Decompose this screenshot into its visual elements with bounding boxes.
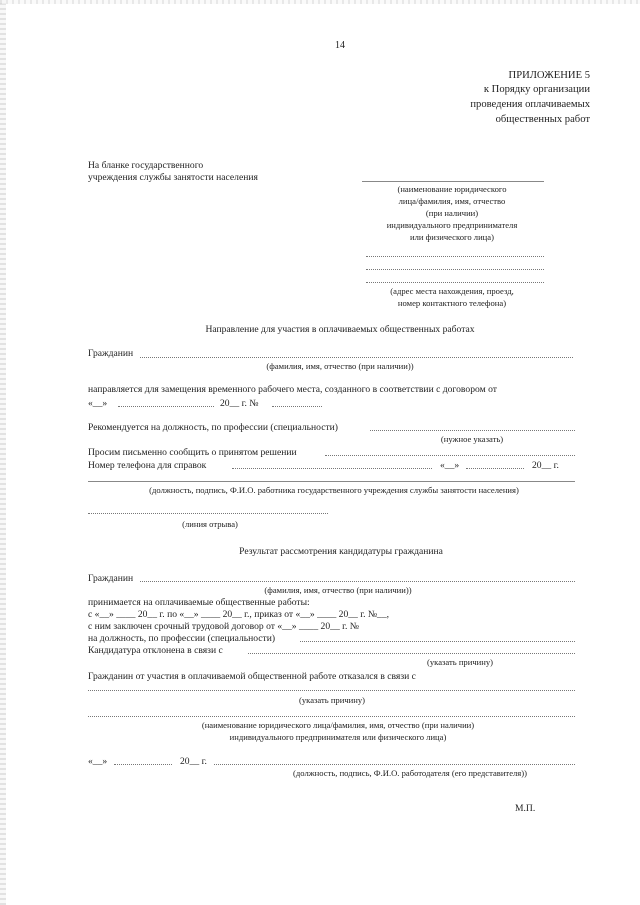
signature-hint: (должность, подпись, Ф.И.О. работника государственного учреждения службы занятости населения) <box>149 485 519 495</box>
result-title: Результат рассмотрения кандидатуры гражданина <box>239 546 443 557</box>
recipient-addr-hint2: номер контактного телефона) <box>397 298 507 308</box>
recommend-hint: (нужное указать) <box>440 434 504 444</box>
rejected-label: Кандидатура отклонена в связи с <box>88 645 223 656</box>
page-number: 14 <box>335 40 345 51</box>
cut-line-label: (линия отрыва) <box>182 519 238 529</box>
scan-edge-left <box>0 0 6 905</box>
appendix-line1: к Порядку организации <box>483 84 590 95</box>
employer-hint1: (наименование юридического лица/фамилия, имя, отчество (при наличии) <box>201 720 475 730</box>
refused-hint: (указать причину) <box>298 695 366 705</box>
accepted-text: принимается на оплачиваемые общественные работы: <box>88 597 310 608</box>
phone-year: 20__ г. <box>532 460 559 471</box>
result-citizen-line <box>140 581 575 582</box>
signature-line <box>88 481 575 482</box>
recipient-hint1: (наименование юридического <box>397 184 507 194</box>
result-year: 20__ г. <box>180 756 207 767</box>
cut-line <box>88 513 328 514</box>
employer-name-line <box>88 716 575 717</box>
letterhead-line2: учреждения службы занятости населения <box>88 172 258 183</box>
employer-hint2: индивидуального предпринимателя или физического лица) <box>229 732 447 742</box>
stamp-place: М.П. <box>515 803 536 814</box>
employer-signature-hint: (должность, подпись, Ф.И.О. работодателя (его представителя)) <box>293 768 527 778</box>
recipient-hint5: или физического лица) <box>410 232 494 242</box>
refused-label: Гражданин от участия в оплачиваемой общественной работе отказался в связи с <box>88 671 416 682</box>
accepted-period: с «__» ____ 20__ г. по «__» ____ 20__ г., приказ от «__» ____ 20__ г. №__, <box>88 609 390 620</box>
recipient-name-line <box>362 181 544 182</box>
contract-text: с ним заключен срочный трудовой договор от «__» ____ 20__ г. № <box>88 621 359 632</box>
inform-line <box>325 455 575 456</box>
letterhead-line1: На бланке государственного <box>88 160 204 171</box>
phone-label: Номер телефона для справок <box>88 460 207 471</box>
citizen-name-line <box>140 357 573 358</box>
recommend-line <box>370 430 575 431</box>
recipient-hint3: (при наличии) <box>425 208 479 218</box>
phone-line <box>232 468 432 469</box>
position-label: на должность, по профессии (специальности) <box>88 633 276 644</box>
inform-text: Просим письменно сообщить о принятом решении <box>88 447 297 458</box>
citizen-label: Гражданин <box>88 348 134 359</box>
result-citizen-label: Гражданин <box>88 573 134 584</box>
employer-signature-line <box>214 764 575 765</box>
referral-sent-text: направляется для замещения временного рабочего места, созданного в соответствии с договором от <box>88 384 497 395</box>
citizen-hint: (фамилия, имя, отчество (при наличии)) <box>266 361 414 371</box>
result-citizen-hint: (фамилия, имя, отчество (при наличии)) <box>264 585 412 595</box>
rejected-hint: (указать причину) <box>426 657 494 667</box>
refused-line <box>88 690 575 691</box>
referral-title: Направление для участия в оплачиваемых общественных работах <box>205 324 475 335</box>
appendix-line2: проведения оплачиваемых <box>470 99 590 110</box>
phone-month-line <box>466 468 524 469</box>
recipient-addr-hint1: (адрес места нахождения, проезд, <box>390 286 514 296</box>
scan-edge-top <box>0 0 640 4</box>
recipient-address-line1 <box>366 256 544 257</box>
recipient-address-line2 <box>366 269 544 270</box>
phone-date: «__» <box>440 460 460 471</box>
recipient-hint2: лица/фамилия, имя, отчество <box>398 196 506 206</box>
appendix-title: ПРИЛОЖЕНИЕ 5 <box>508 70 590 81</box>
recommend-label: Рекомендуется на должность, по профессии (специальности) <box>88 422 338 433</box>
recipient-address-line3 <box>366 282 544 283</box>
recipient-hint4: индивидуального предпринимателя <box>386 220 518 230</box>
rejected-line <box>248 653 575 654</box>
appendix-line3: общественных работ <box>495 114 590 125</box>
position-line <box>300 641 575 642</box>
referral-number-line <box>272 406 322 407</box>
referral-date: «__» <box>88 398 108 409</box>
referral-year: 20__ г. № <box>220 398 259 409</box>
result-date: «__» <box>88 756 108 767</box>
result-month-line <box>114 764 172 765</box>
referral-month-line <box>118 406 214 407</box>
